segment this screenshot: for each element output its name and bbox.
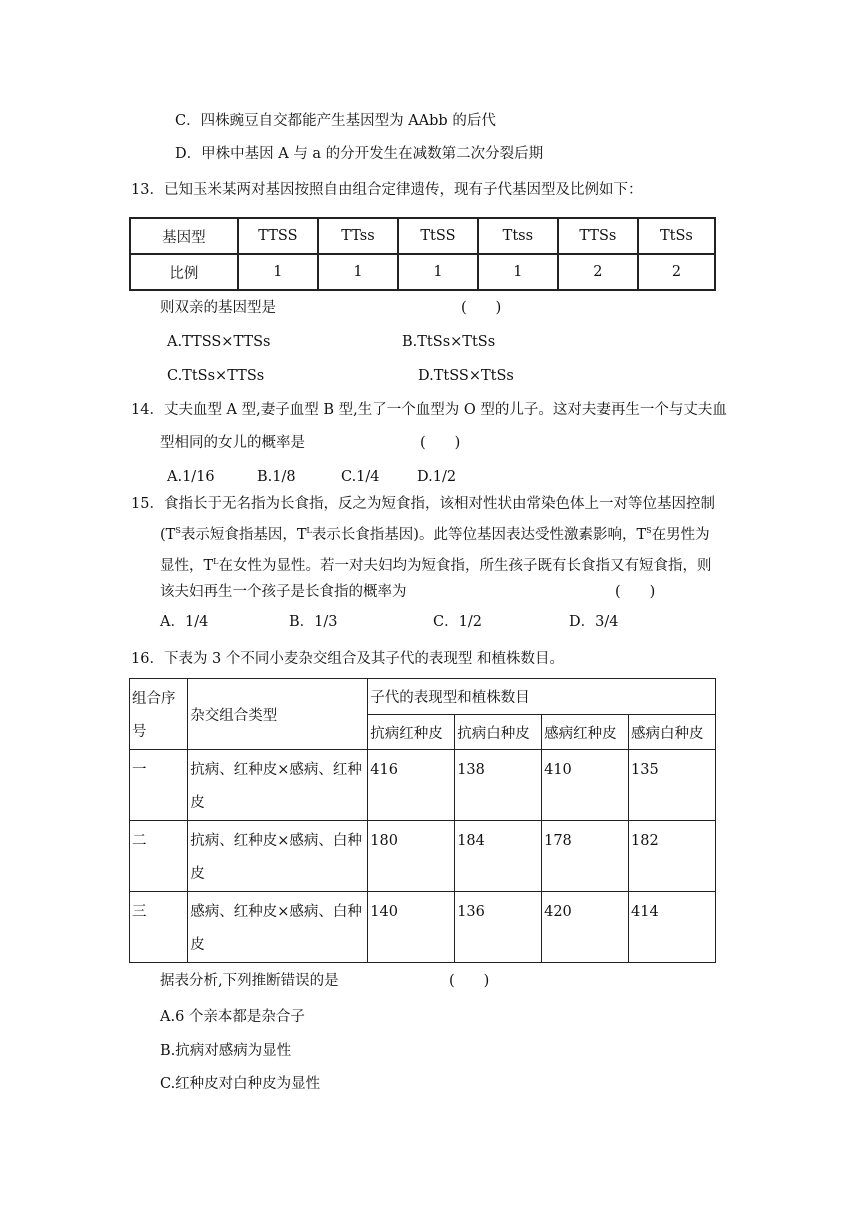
q15-option-d: D．3/4	[569, 614, 619, 630]
table-cell: 420	[542, 892, 629, 963]
table-cell: 416	[368, 750, 455, 821]
table-cell: 1	[318, 254, 398, 290]
q16-option-c: C.红种皮对白种皮为显性	[160, 1076, 321, 1092]
table-cell: Ttss	[478, 218, 558, 254]
q16-answer-paren: ( )	[449, 973, 490, 989]
table-cell: 比例	[130, 254, 238, 290]
table-cell: 1	[238, 254, 318, 290]
table-cell: 410	[542, 750, 629, 821]
table-cell: 136	[455, 892, 542, 963]
table-header-col: 感病红种皮	[542, 714, 629, 750]
q14-option-b: B.1/8	[257, 469, 296, 485]
table-row	[130, 750, 716, 821]
table-cell: TtSs	[638, 218, 715, 254]
q12-option-d: D．甲株中基因 A 与 a 的分开发生在减数第二次分裂后期	[175, 146, 544, 162]
q12-option-c: C．四株豌豆自交都能产生基因型为 AAbb 的后代	[175, 113, 496, 129]
table-cell: 三	[130, 892, 188, 963]
q15-option-a: A．1/4	[160, 614, 209, 630]
table-cell: 1	[398, 254, 478, 290]
q16-question: 据表分析,下列推断错误的是	[160, 973, 339, 989]
q14-line1: 14．丈夫血型 A 型,妻子血型 B 型,生了一个血型为 O 型的儿子。这对夫妻再生一个与丈夫血	[131, 402, 727, 418]
table-row	[130, 679, 716, 715]
q13-option-c: C.TtSs×TTSs	[167, 368, 265, 384]
table-cell: 182	[629, 821, 716, 892]
table-header-col: 抗病白种皮	[455, 714, 542, 750]
q16-option-b: B.抗病对感病为显性	[160, 1043, 292, 1059]
table-cell: 184	[455, 821, 542, 892]
q14-option-c: C.1/4	[341, 469, 380, 485]
table-cell: TTSS	[238, 218, 318, 254]
table-cell: 一	[130, 750, 188, 821]
table-cell: 抗病、红种皮×感病、白种皮	[188, 821, 368, 892]
table-cell: TTss	[318, 218, 398, 254]
q13-option-d: D.TtSS×TtSs	[418, 368, 514, 384]
q13-stem: 13．已知玉米某两对基因按照自由组合定律遗传，现有子代基因型及比例如下：	[131, 182, 643, 198]
table-header-col: 感病白种皮	[629, 714, 716, 750]
table-row	[130, 892, 716, 963]
q14-answer-paren: ( )	[420, 435, 461, 451]
q15-option-c: C．1/2	[433, 614, 482, 630]
q16-stem: 16．下表为 3 个不同小麦杂交组合及其子代的表现型 和植株数目。	[131, 651, 565, 667]
q15-line3: 显性，$T^L$在女性为显性。若一对夫妇均为短食指，所生孩子既有长食指又有短食指，则	[160, 557, 712, 574]
table-row	[130, 254, 715, 290]
table-cell: 135	[629, 750, 716, 821]
table-header-order: 组合序号	[130, 679, 188, 750]
table-cell: 1	[478, 254, 558, 290]
q13-question: 则双亲的基因型是	[160, 300, 276, 316]
q15-option-b: B．1/3	[289, 614, 338, 630]
q14-option-a: A.1/16	[167, 469, 215, 485]
table-cell: 178	[542, 821, 629, 892]
table-cell: 抗病、红种皮×感病、红种皮	[188, 750, 368, 821]
table-cell: 基因型	[130, 218, 238, 254]
q14-line2: 型相同的女儿的概率是	[160, 435, 305, 451]
table-cell: 二	[130, 821, 188, 892]
table-header-cross: 杂交组合类型	[188, 679, 368, 750]
q16-cross-table	[129, 678, 716, 963]
table-cell: 2	[558, 254, 638, 290]
table-cell: 180	[368, 821, 455, 892]
q13-option-b: B.TtSs×TtSs	[402, 334, 496, 350]
table-header-col: 抗病红种皮	[368, 714, 455, 750]
q15-line4: 该夫妇再生一个孩子是长食指的概率为	[160, 584, 407, 600]
table-header-offspring: 子代的表现型和植株数目	[368, 679, 716, 715]
q14-option-d: D.1/2	[417, 469, 457, 485]
table-cell: 感病、红种皮×感病、白种皮	[188, 892, 368, 963]
table-row	[130, 821, 716, 892]
q15-line2: ($T^S$表示短食指基因，$T^L$表示长食指基因)。此等位基因表达受性激素影响，$T^S$在男性为	[160, 526, 710, 543]
q13-answer-paren: ( )	[461, 300, 502, 316]
table-row	[130, 218, 715, 254]
q13-option-a: A.TTSS×TTSs	[167, 334, 271, 350]
q15-line1: 15．食指长于无名指为长食指，反之为短食指，该相对性状由常染色体上一对等位基因控制	[131, 496, 715, 512]
table-cell: TTSs	[558, 218, 638, 254]
table-cell: TtSS	[398, 218, 478, 254]
q16-option-a: A.6 个亲本都是杂合子	[160, 1009, 305, 1025]
q13-genotype-table	[129, 217, 716, 291]
table-cell: 2	[638, 254, 715, 290]
table-cell: 414	[629, 892, 716, 963]
table-cell: 138	[455, 750, 542, 821]
table-cell: 140	[368, 892, 455, 963]
q15-answer-paren: ( )	[615, 584, 656, 600]
